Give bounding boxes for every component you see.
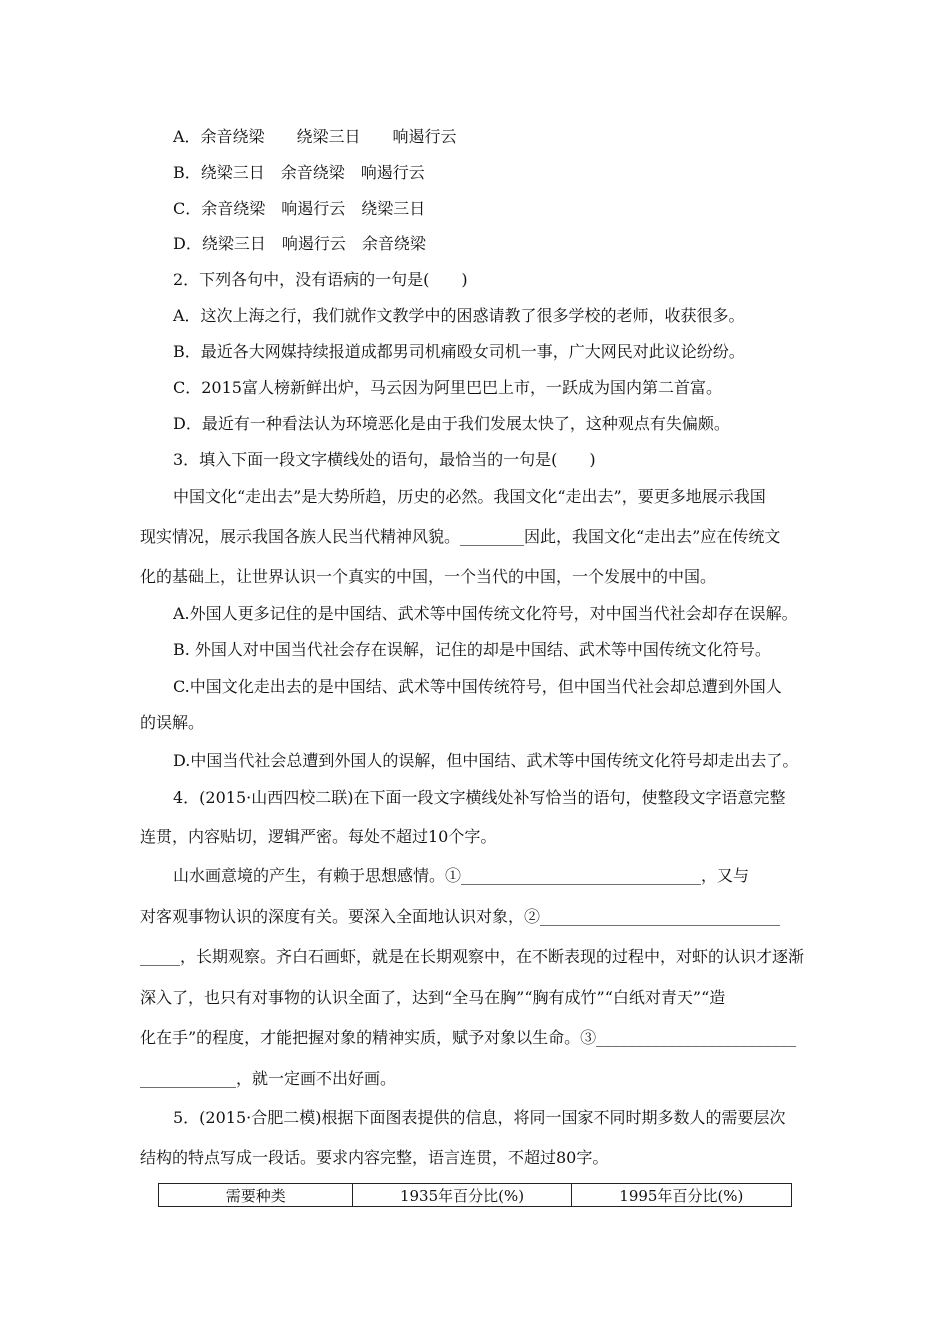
q1-option-d: D．绕梁三日 响遏行云 余音绕梁 [173, 234, 426, 253]
q2-option-a: A．这次上海之行，我们就作文教学中的困惑请教了很多学校的老师，收获很多。 [173, 306, 745, 325]
q2-option-d: D．最近有一种看法认为环境恶化是由于我们发展太快了，这种观点有失偏颇。 [173, 414, 730, 433]
q2-option-c: C．2015富人榜新鲜出炉，马云因为阿里巴巴上市，一跃成为国内第二首富。 [173, 378, 722, 397]
q3-option-d: D.中国当代社会总遭到外国人的误解，但中国结、武术等中国传统文化符号却走出去了。 [173, 751, 799, 770]
q1-option-a: A．余音绕梁 绕梁三日 响遏行云 [173, 127, 457, 146]
q1-option-b: B．绕梁三日 余音绕梁 响遏行云 [173, 163, 425, 182]
q2-option-b: B．最近各大网媒持续报道成都男司机痛殴女司机一事，广大网民对此议论纷纷。 [173, 342, 745, 361]
q3-option-b: B. 外国人对中国当代社会存在误解，记住的却是中国结、武术等中国传统文化符号。 [173, 640, 771, 659]
question-5-stem-cont: 结构的特点写成一段话。要求内容完整，语言连贯，不超过80字。 [140, 1148, 609, 1167]
q4-passage-line: 山水画意境的产生，有赖于思想感情。①______________________________，又与 [173, 866, 750, 885]
q3-passage-line: 现实情况，展示我国各族人民当代精神风貌。________因此，我国文化“走出去”应在传统文 [140, 527, 781, 546]
q4-passage-line: 深入了，也只有对事物的认识全面了，达到“全马在胸”“胸有成竹”“白纸对青天”“造 [140, 988, 726, 1007]
q3-option-a: A.外国人更多记住的是中国结、武术等中国传统文化符号，对中国当代社会却存在误解。 [173, 604, 798, 623]
q4-passage-line: 对客观事物认识的深度有关。要深入全面地认识对象，②______________________________ [140, 907, 781, 926]
q3-option-c: C.中国文化走出去的是中国结、武术等中国传统符号，但中国当代社会却总遭到外国人 [173, 677, 782, 696]
q3-passage-line: 化的基础上，让世界认识一个真实的中国，一个当代的中国，一个发展中的中国。 [140, 567, 717, 586]
q3-passage-line: 中国文化“走出去”是大势所趋，历史的必然。我国文化“走出去”，要更多地展示我国 [173, 487, 766, 506]
q4-passage-line: ____________，就一定画不出好画。 [140, 1069, 397, 1088]
q1-option-c: C．余音绕梁 响遏行云 绕梁三日 [173, 199, 426, 218]
table-header-cell: 需要种类 [159, 1184, 353, 1206]
table-header-cell: 1935年百分比(%) [353, 1184, 571, 1206]
table-header-cell: 1995年百分比(%) [619, 1186, 744, 1205]
question-4-stem-cont: 连贯，内容贴切，逻辑严密。每处不超过10个字。 [140, 827, 497, 846]
q4-passage-line: _____，长期观察。齐白石画虾，就是在长期观察中，在不断表现的过程中，对虾的认识才逐渐 [140, 947, 805, 966]
question-2-stem: 2．下列各句中，没有语病的一句是( ) [173, 270, 468, 289]
question-3-stem: 3．填入下面一段文字横线处的语句，最恰当的一句是( ) [173, 450, 596, 469]
q4-passage-line: 化在手”的程度，才能把握对象的精神实质，赋予对象以生命。③_________________________ [140, 1028, 797, 1047]
needs-table [158, 1183, 792, 1207]
question-4-stem: 4．(2015·山西四校二联)在下面一段文字横线处补写恰当的语句，使整段文字语意完整 [173, 788, 786, 807]
q3-option-c-cont: 的误解。 [140, 713, 205, 732]
question-5-stem: 5．(2015·合肥二模)根据下面图表提供的信息，将同一国家不同时期多数人的需要层次 [173, 1108, 786, 1127]
